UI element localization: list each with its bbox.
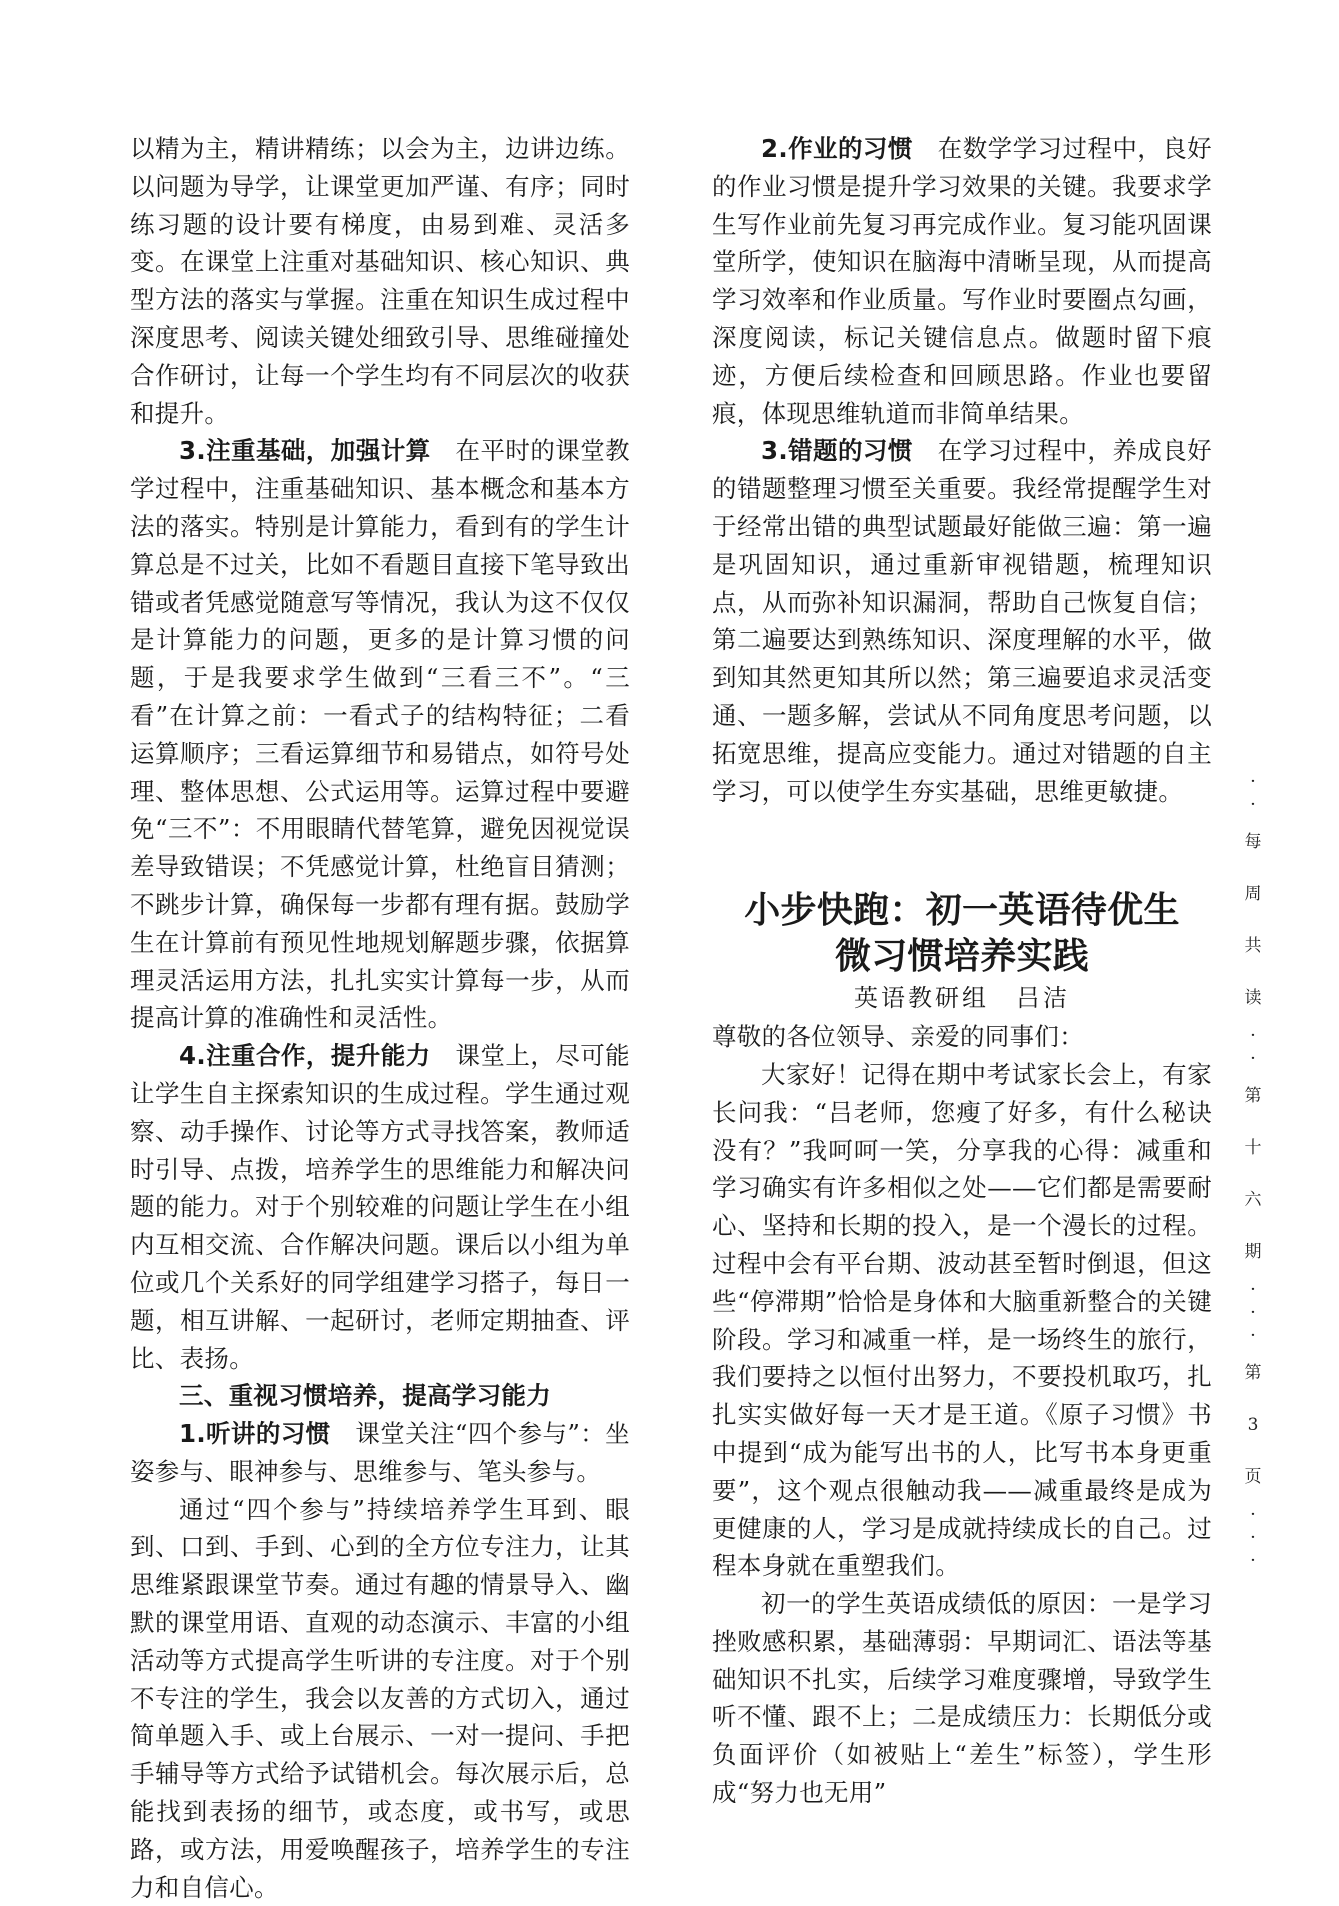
separator-dot: ·: [1250, 1025, 1256, 1046]
subheading: 3.错题的习惯: [761, 436, 913, 466]
subheading: 1.听讲的习惯: [179, 1419, 331, 1449]
left-column: [130, 130, 630, 1906]
separator-dot: ·: [1250, 794, 1256, 815]
paragraph: [130, 1415, 630, 1491]
side-char: 每: [1244, 832, 1262, 852]
paragraph: [712, 432, 1212, 810]
right-column: [712, 130, 1212, 1812]
article-title-line1: 小步快跑：初一英语待优生: [744, 890, 1180, 932]
side-char: 六: [1244, 1190, 1262, 1210]
subheading: 4.注重合作，提升能力: [179, 1041, 431, 1071]
paragraph: 大家好！记得在期中考试家长会上，有家长问我：“吕老师，您瘦了好多，有什么秘诀没有？”我呵呵一笑，分享我的心得：减重和学习确实有许多相似之处——它们都是需要耐心、坚持和长期的投入，是一个漫长的过程。过程中会有平台期、波动甚至暂时倒退，但这些“停滞期”恰恰是身体和大脑重新整合的关键阶段。学习和减重一样，是一场终生的旅行，我们要持之以恒付出努力，不要投机取巧，扎扎实实做好每一天才是王道。《原子习惯》书中提到“成为能写出书的人，比写书本身更重要”，这个观点很触动我——减重最终是成为更健康的人，学习是成就持续成长的自己。过程本身就在重塑我们。: [712, 1059, 1212, 1581]
paragraph: [712, 130, 1212, 432]
separator-dot: ·: [1250, 1325, 1256, 1346]
paragraph-body: 在数学学习过程中，良好的作业习惯是提升学习效果的关键。我要求学生写作业前先复习再完成作业。复习能巩固课堂所学，使知识在脑海中清晰呈现，从而提高学习效率和作业质量。写作业时要圈点勾画，深度阅读，标记关键信息点。做题时留下痕迹，方便后续检查和回顾思路。作业也要留痕，体现思维轨道而非简单结果。: [712, 134, 1212, 428]
side-char: 期: [1244, 1242, 1262, 1262]
paragraph-body: 在学习过程中，养成良好的错题整理习惯至关重要。我经常提醒学生对于经常出错的典型试题最好能做三遍：第一遍是巩固知识，通过重新审视错题，梳理知识点，从而弥补知识漏洞，帮助自己恢复自信；第二遍要达到熟练知识、深度理解的水平，做到知其然更知其所以然；第三遍要追求灵活变通、一题多解，尝试从不同角度思考问题，以拓宽思维，提高应变能力。通过对错题的自主学习，可以使学生夯实基础，思维更敏捷。: [712, 436, 1212, 806]
paragraph-body: 课堂关注“四个参与”：坐姿参与、眼神参与、思维参与、笔头参与。: [130, 1419, 630, 1486]
paragraph-body: 课堂上，尽可能让学生自主探索知识的生成过程。学生通过观察、动手操作、讨论等方式寻找答案，教师适时引导、点拨，培养学生的思维能力和解决问题的能力。对于个别较难的问题让学生在小组内互相交流、合作解决问题。课后以小组为单位或几个关系好的同学组建学习搭子，每日一题，相互讲解、一起研讨，老师定期抽查、评比、表扬。: [130, 1041, 630, 1373]
side-char: 共: [1244, 936, 1262, 956]
paragraph-body: 在平时的课堂教学过程中，注重基础知识、基本概念和基本方法的落实。特别是计算能力，看到有的学生计算总是不过关，比如不看题目直接下笔导致出错或者凭感觉随意写等情况，我认为这不仅仅是计算能力的问题，更多的是计算习惯的问题，于是我要求学生做到“三看三不”。“三看”在计算之前：一看式子的结构特征；二看运算顺序；三看运算细节和易错点，如符号处理、整体思想、公式运用等。运算过程中要避免“三不”：不用眼睛代替笔算，避免因视觉误差导致错误；不凭感觉计算，杜绝盲目猜测；不跳步计算，确保每一步都有理有据。鼓励学生在计算前有预见性地规划解题步骤，依据算理灵活运用方法，扎扎实实计算每一步，从而提高计算的准确性和灵活性。: [130, 436, 630, 1033]
paragraph: [130, 1037, 630, 1377]
separator-dot: ·: [1250, 1504, 1256, 1525]
separator-dot: ·: [1250, 1048, 1256, 1069]
side-char: 周: [1244, 884, 1262, 904]
subheading: 2.作业的习惯: [761, 134, 913, 163]
side-char: 十: [1244, 1138, 1262, 1158]
separator-dot: ·: [1250, 1550, 1256, 1571]
section-heading: 三、重视习惯培养，提高学习能力: [179, 1381, 551, 1411]
side-char: 第: [1244, 1363, 1262, 1383]
subheading: 3.注重基础，加强计算: [179, 436, 431, 466]
side-char: 页: [1244, 1467, 1262, 1487]
article-title-line2: 微习惯培养实践: [834, 936, 1090, 978]
separator-dot: ·: [1250, 771, 1256, 792]
salutation: 尊敬的各位领导、亲爱的同事们：: [712, 1022, 1084, 1052]
side-issue-label: [1238, 770, 1268, 1572]
separator-dot: ·: [1250, 1302, 1256, 1323]
paragraph: 以精为主，精讲精练；以会为主，边讲边练。以问题为导学，让课堂更加严谨、有序；同时练习题的设计要有梯度，由易到难、灵活多变。在课堂上注重对基础知识、核心知识、典型方法的落实与掌握。注重在知识生成过程中深度思考、阅读关键处细致引导、思维碰撞处合作研讨，让每一个学生均有不同层次的收获和提升。: [130, 134, 630, 428]
separator-dot: ·: [1250, 1527, 1256, 1548]
separator-dot: ·: [1250, 1279, 1256, 1300]
side-char: 读: [1244, 988, 1262, 1008]
paragraph: 通过“四个参与”持续培养学生耳到、眼到、口到、手到、心到的全方位专注力，让其思维紧跟课堂节奏。通过有趣的情景导入、幽默的课堂用语、直观的动态演示、丰富的小组活动等方式提高学生听讲的专注度。对于个别不专注的学生，我会以友善的方式切入，通过简单题入手、或上台展示、一对一提问、手把手辅导等方式给予试错机会。每次展示后，总能找到表扬的细节，或态度，或书写，或思路，或方法，用爱唤醒孩子，培养学生的专注力和自信心。: [130, 1494, 630, 1902]
paragraph: [130, 432, 630, 1037]
side-char: 第: [1244, 1086, 1262, 1106]
article-title: [712, 888, 1212, 980]
side-page-number: 3: [1247, 1415, 1259, 1435]
byline: 英语教研组 吕洁: [854, 984, 1070, 1013]
paragraph: 初一的学生英语成绩低的原因：一是学习挫败感积累，基础薄弱：早期词汇、语法等基础知识不扎实，后续学习难度骤增，导致学生听不懂、跟不上；二是成绩压力：长期低分或负面评价（如被贴上“差生”标签），学生形成“努力也无用”: [712, 1589, 1212, 1808]
